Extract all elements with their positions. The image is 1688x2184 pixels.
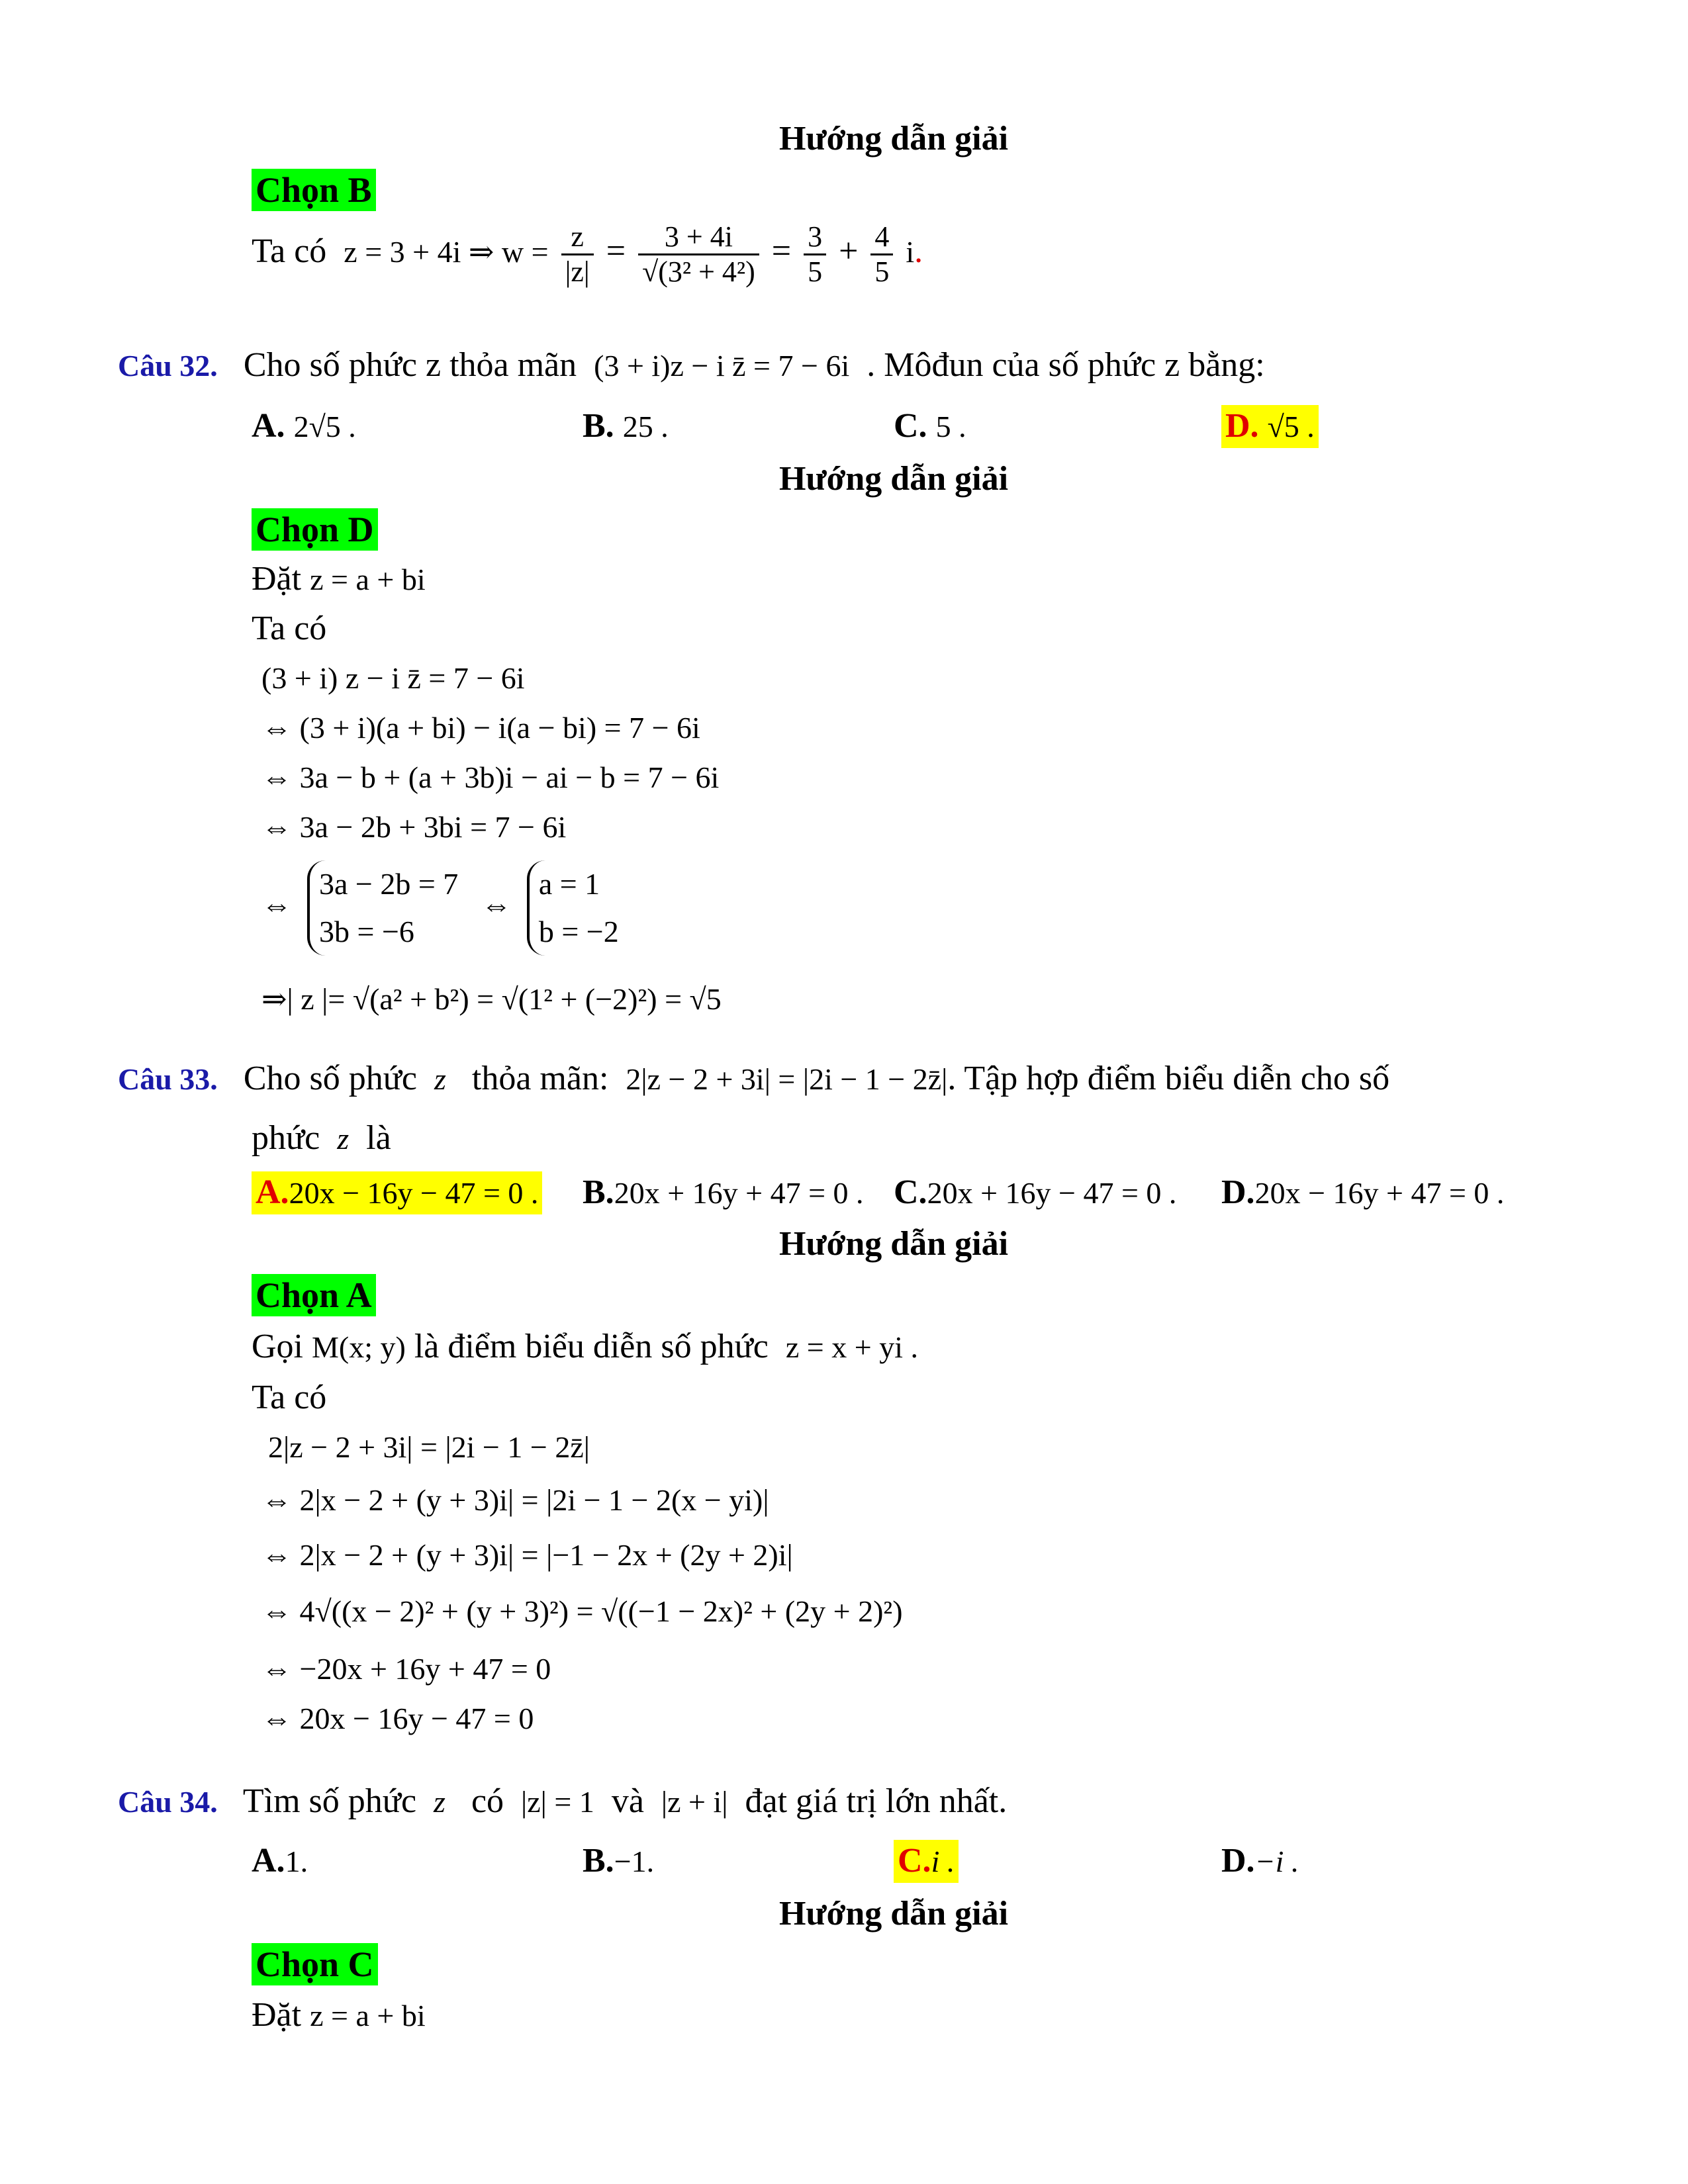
option-d-correct[interactable]: D. √5 .: [1221, 405, 1319, 448]
option-d[interactable]: D.20x − 16y + 47 = 0 .: [1221, 1173, 1505, 1211]
choice-label-34: Chọn C: [252, 1943, 378, 1985]
q32-step-1: (3 + i) z − i z̄ = 7 − 6i: [261, 661, 525, 695]
q33-step-6: ⇔ 20x − 16y − 47 = 0: [261, 1702, 534, 1735]
option-c[interactable]: C. 5 .: [894, 407, 966, 445]
option-c-correct[interactable]: C.i .: [894, 1840, 959, 1883]
q31-solution-line: Ta có z = 3 + 4i ⇒ w = $\frac{z}{|z|}$ = $\frac{3 + 4i}{\text{√(3² + 4²)}}$ = $\frac{3}{5}$ + $\frac{4}{5}$ i.: [252, 220, 923, 288]
question-label: Câu 34.: [118, 1785, 218, 1819]
option-a[interactable]: A.1.: [252, 1842, 308, 1880]
solution-heading-33: Hướng dẫn giải: [778, 1225, 1009, 1263]
solution-heading-31: Hướng dẫn giải: [778, 120, 1009, 158]
option-b[interactable]: B. 25 .: [583, 407, 669, 445]
question-33: Câu 33. Cho số phức z thỏa mãn: 2|z − 2 + 3i| = |2i − 1 − 2z̄|. Tập hợp điểm biểu diễn cho số: [118, 1060, 1390, 1097]
choice-label-31: Chọn B: [252, 169, 376, 211]
q32-step-3: ⇔ 3a − b + (a + 3b)i − ai − b = 7 − 6i: [261, 760, 720, 794]
question-34: Câu 34. Tìm số phức z có |z| = 1 và |z + i| đạt giá trị lớn nhất.: [118, 1782, 1008, 1820]
question-33-cont: phức z là: [252, 1119, 391, 1157]
option-a-correct[interactable]: A.20x − 16y − 47 = 0 .: [252, 1171, 542, 1214]
q32-final: ⇒| z |= √(a² + b²) = √(1² + (−2)²) = √5: [261, 982, 722, 1016]
q34-dat-line: Đặt z = a + bi: [252, 1996, 426, 2034]
q33-goi-line: Gọi M(x; y) là điểm biểu diễn số phức z = x + yi .: [252, 1328, 918, 1365]
option-d[interactable]: D.−i .: [1221, 1842, 1299, 1880]
q32-system: ⇔ 3a − 2b = 7 3b = −6 ⇔ a = 1 b = −2: [261, 860, 619, 956]
solution-heading-34: Hướng dẫn giải: [778, 1895, 1009, 1933]
q32-step-4: ⇔ 3a − 2b + 3bi = 7 − 6i: [261, 810, 567, 844]
option-a[interactable]: A. 2√5 .: [252, 407, 356, 445]
choice-label-32: Chọn D: [252, 508, 378, 551]
q33-step-1: 2|z − 2 + 3i| = |2i − 1 − 2z̄|: [268, 1430, 590, 1464]
question-label: Câu 32.: [118, 349, 218, 383]
option-c[interactable]: C.20x + 16y − 47 = 0 .: [894, 1173, 1177, 1211]
q32-ta-co: Ta có: [252, 610, 327, 647]
q33-step-5: ⇔ −20x + 16y + 47 = 0: [261, 1652, 551, 1686]
question-32: Câu 32. Cho số phức z thỏa mãn (3 + i)z − i z̄ = 7 − 6i . Môđun của số phức z bằng:: [118, 346, 1265, 384]
q33-step-4: ⇔ 4√((x − 2)² + (y + 3)²) = √((−1 − 2x)² + (2y + 2)²): [261, 1594, 903, 1628]
q33-ta-co: Ta có: [252, 1379, 327, 1416]
choice-label-33: Chọn A: [252, 1274, 376, 1316]
option-b[interactable]: B.20x + 16y + 47 = 0 .: [583, 1173, 864, 1211]
q32-step-2: ⇔ (3 + i)(a + bi) − i(a − bi) = 7 − 6i: [261, 711, 700, 745]
option-b[interactable]: B.−1.: [583, 1842, 655, 1880]
solution-heading-32: Hướng dẫn giải: [778, 460, 1009, 498]
q33-step-2: ⇔ 2|x − 2 + (y + 3)i| = |2i − 1 − 2(x − yi)|: [261, 1483, 769, 1517]
q33-step-3: ⇔ 2|x − 2 + (y + 3)i| = |−1 − 2x + (2y + 2)i|: [261, 1538, 793, 1572]
question-label: Câu 33.: [118, 1062, 218, 1096]
q32-dat-line: Đặt z = a + bi: [252, 560, 426, 598]
